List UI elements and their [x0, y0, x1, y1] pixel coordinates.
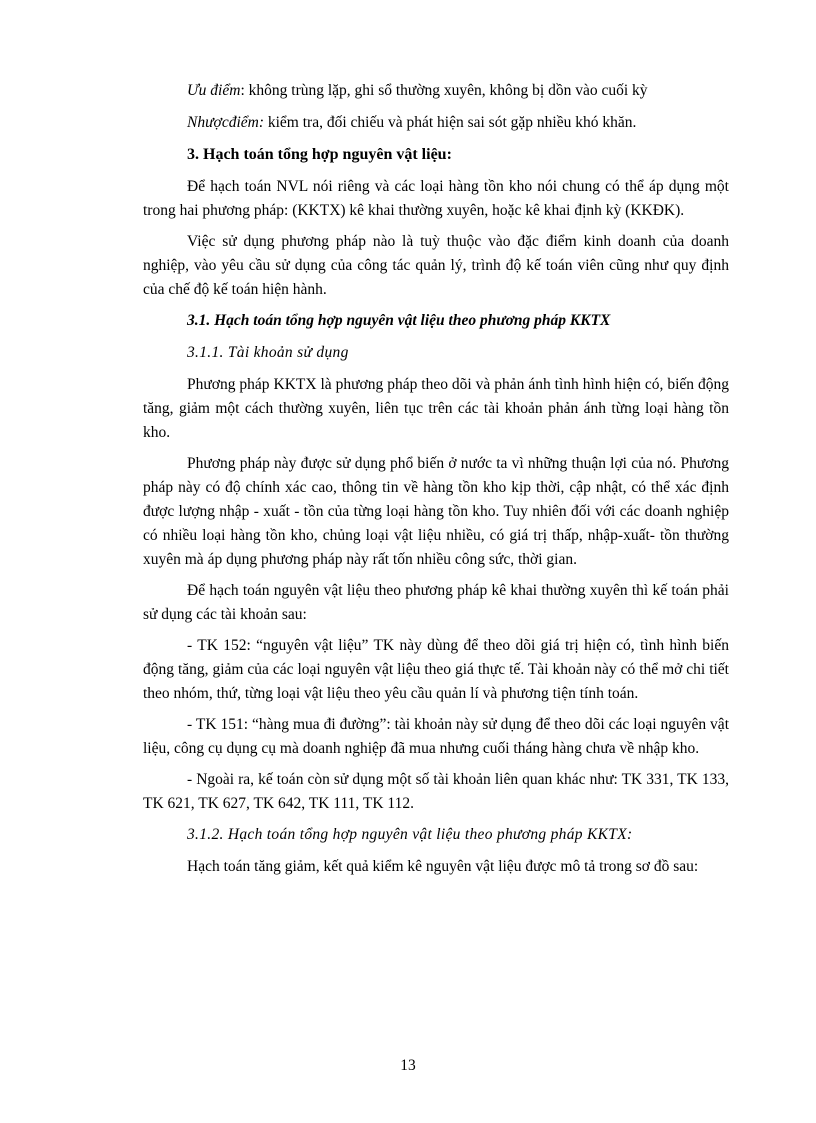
- paragraph-diagram-intro: Hạch toán tăng giảm, kết quả kiểm kê nguyên vật liệu được mô tả trong sơ đồ sau:: [187, 858, 699, 875]
- advantage-line: [143, 79, 729, 103]
- paragraph-method-choice: Việc sử dụng phương pháp nào là tuỳ thuộc vào đặc điểm kinh doanh của doanh nghiệp, vào yêu cầu sử dụng của công tác quản lý, trình độ kế toán viên cũng như quy định của chế độ kế toán hiện hành.: [143, 233, 729, 298]
- paragraph-kktx-usage: Phương pháp này được sử dụng phổ biến ở nước ta vì những thuận lợi của nó. Phương pháp này có độ chính xác cao, thông tin về hàng tồn kho kịp thời, cập nhật, có thể xác định được lượng nhập - xuất - tồn của từng loại hàng tồn kho. Tuy nhiên đối với các doanh nghiệp có nhiều loại hàng tồn kho, chủng loại vật liệu nhiều, có giá trị thấp, nhập-xuất- tồn thường xuyên mà áp dụng phương pháp này rất tốn nhiều công sức, thời gian.: [143, 455, 729, 568]
- disadvantage-label: Nhượcđiểm:: [187, 114, 264, 131]
- list-item-tk151: - TK 151: “hàng mua đi đường”: tài khoản này sử dụng để theo dõi các loại nguyên vật liệu, công cụ dụng cụ mà doanh nghiệp đã mua nhưng cuối tháng hàng chưa về nhập kho.: [143, 716, 729, 757]
- list-item-tk152: - TK 152: “nguyên vật liệu” TK này dùng để theo dõi giá trị hiện có, tình hình biến động tăng, giảm của các loại nguyên vật liệu theo giá thực tế. Tài khoản này có thể mở chi tiết theo nhóm, thứ, từng loại vật liệu theo yêu cầu quản lí và phương tiện tính toán.: [143, 637, 729, 702]
- list-item-other-accounts: - Ngoài ra, kế toán còn sử dụng một số tài khoản liên quan khác như: TK 331, TK 133, TK 621, TK 627, TK 642, TK 111, TK 112.: [143, 771, 729, 812]
- disadvantage-text: kiểm tra, đối chiếu và phát hiện sai sót gặp nhiều khó khăn.: [264, 114, 637, 131]
- disadvantage-line: [143, 111, 729, 135]
- section-heading-3-1: 3.1. Hạch toán tổng hợp nguyên vật liệu theo phương pháp KKTX: [187, 312, 611, 329]
- section-heading-3-1-2: 3.1.2. Hạch toán tổng hợp nguyên vật liệu theo phương pháp KKTX:: [187, 826, 633, 843]
- page-number: 13: [400, 1057, 416, 1074]
- section-heading-3-1-1: 3.1.1. Tài khoản sử dụng: [187, 344, 349, 361]
- paragraph-methods: Để hạch toán NVL nói riêng và các loại hàng tồn kho nói chung có thể áp dụng một trong hai phương pháp: (KKTX) kê khai thường xuyên, hoặc kê khai định kỳ (KKĐK).: [143, 178, 729, 219]
- section-heading-3: 3. Hạch toán tổng hợp nguyên vật liệu:: [187, 146, 452, 163]
- advantage-text: : không trùng lặp, ghi sổ thường xuyên, không bị dồn vào cuối kỳ: [240, 82, 648, 99]
- document-body: [143, 79, 729, 886]
- paragraph-accounts-intro: Để hạch toán nguyên vật liệu theo phương pháp kê khai thường xuyên thì kế toán phải sử dụng các tài khoản sau:: [143, 582, 729, 623]
- paragraph-kktx-definition: Phương pháp KKTX là phương pháp theo dõi và phản ánh tình hình hiện có, biến động tăng, giảm một cách thường xuyên, liên tục trên các tài khoản phản ánh từng loại hàng tồn kho.: [143, 376, 729, 441]
- advantage-label: Ưu điểm: [187, 82, 241, 99]
